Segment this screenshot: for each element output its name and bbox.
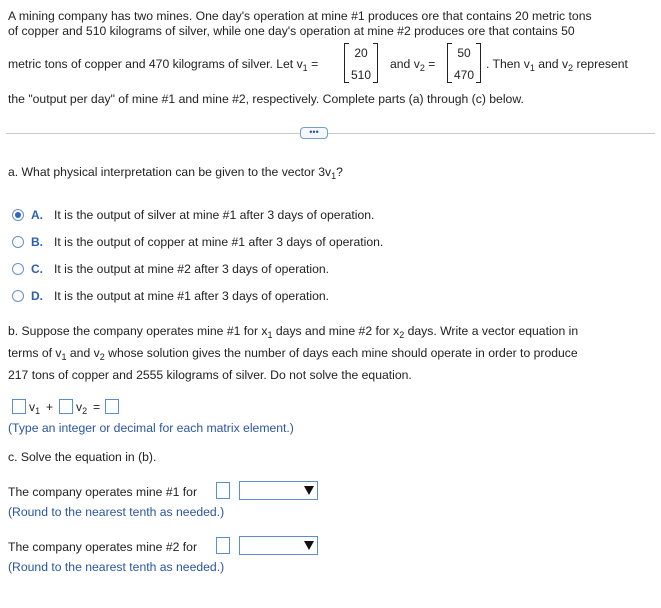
part-b-line-2: terms of $v_1$ and $v_2$ whose solution gives the number of days each mine should operate in order to produce xyxy=(8,346,578,362)
section-divider xyxy=(6,133,655,134)
problem-line-1: A mining company has two mines. One day's operation at mine #1 produces ore that contains 20 metric tons xyxy=(8,9,592,23)
mine2-statement: The company operates mine #2 for xyxy=(8,540,198,554)
mine2-days-input[interactable] xyxy=(216,537,230,554)
eq-equals-sign: = xyxy=(93,400,101,414)
option-a-radio-selected[interactable] xyxy=(12,209,24,221)
chevron-down-icon xyxy=(304,486,314,495)
and-v2-label: and $v_2$ = xyxy=(390,57,436,73)
option-b-text: It is the output of copper at mine #1 after 3 days of operation. xyxy=(54,235,384,249)
part-a-question: a. What physical interpretation can be given to the vector $3v_1$? xyxy=(8,165,343,181)
more-options-button[interactable]: ••• xyxy=(300,127,328,139)
option-d-radio[interactable] xyxy=(12,290,24,302)
eq-v1-label: $v_1$ xyxy=(29,400,41,416)
chevron-down-icon xyxy=(304,541,314,550)
problem-line-2: of copper and 510 kilograms of silver, while one day's operation at mine #2 produces ore that contains 50 xyxy=(8,24,575,38)
mine2-unit-select[interactable] xyxy=(239,536,318,555)
option-b-letter: B. xyxy=(31,235,43,249)
part-b-hint: (Type an integer or decimal for each matrix element.) xyxy=(8,421,294,435)
mine1-days-input[interactable] xyxy=(216,482,230,499)
option-c-radio[interactable] xyxy=(12,263,24,275)
option-d-letter: D. xyxy=(31,289,43,303)
problem-line-3-start: metric tons of copper and 470 kilograms of silver. Let $v_1$ = xyxy=(8,57,319,73)
mine1-hint: (Round to the nearest tenth as needed.) xyxy=(8,505,225,519)
option-b-radio[interactable] xyxy=(12,236,24,248)
part-b-line-1: b. Suppose the company operates mine #1 for $x_1$ days and mine #2 for $x_2$ days. Write a vector equation in xyxy=(8,324,579,340)
option-a-text: It is the output of silver at mine #1 after 3 days of operation. xyxy=(54,208,375,222)
v2-top-value: 50 xyxy=(457,46,471,60)
v2-bottom-value: 470 xyxy=(453,68,475,82)
vector-v2-matrix xyxy=(447,43,481,83)
then-represent-text: . Then $v_1$ and $v_2$ represent xyxy=(486,57,628,73)
coefficient-x2-input[interactable] xyxy=(59,399,73,414)
option-d-text: It is the output at mine #1 after 3 days of operation. xyxy=(54,289,330,303)
vector-v1-matrix xyxy=(344,43,378,83)
v1-bottom-value: 510 xyxy=(350,68,372,82)
option-c-letter: C. xyxy=(31,262,43,276)
mine1-unit-select[interactable] xyxy=(239,481,318,500)
part-c-question: c. Solve the equation in (b). xyxy=(8,450,157,464)
option-a-letter: A. xyxy=(31,208,43,222)
v1-top-value: 20 xyxy=(354,46,368,60)
eq-v2-label: $v_2$ xyxy=(76,400,88,416)
mine2-hint: (Round to the nearest tenth as needed.) xyxy=(8,560,225,574)
eq-plus-sign: + xyxy=(46,400,54,414)
result-vector-input[interactable] xyxy=(105,399,119,414)
coefficient-x1-input[interactable] xyxy=(12,399,26,414)
option-c-text: It is the output at mine #2 after 3 days of operation. xyxy=(54,262,330,276)
mine1-statement: The company operates mine #1 for xyxy=(8,485,198,499)
problem-line-4: the "output per day" of mine #1 and mine #2, respectively. Complete parts (a) through (c) below. xyxy=(8,92,524,106)
part-b-line-3: 217 tons of copper and 2555 kilograms of silver. Do not solve the equation. xyxy=(8,368,412,382)
